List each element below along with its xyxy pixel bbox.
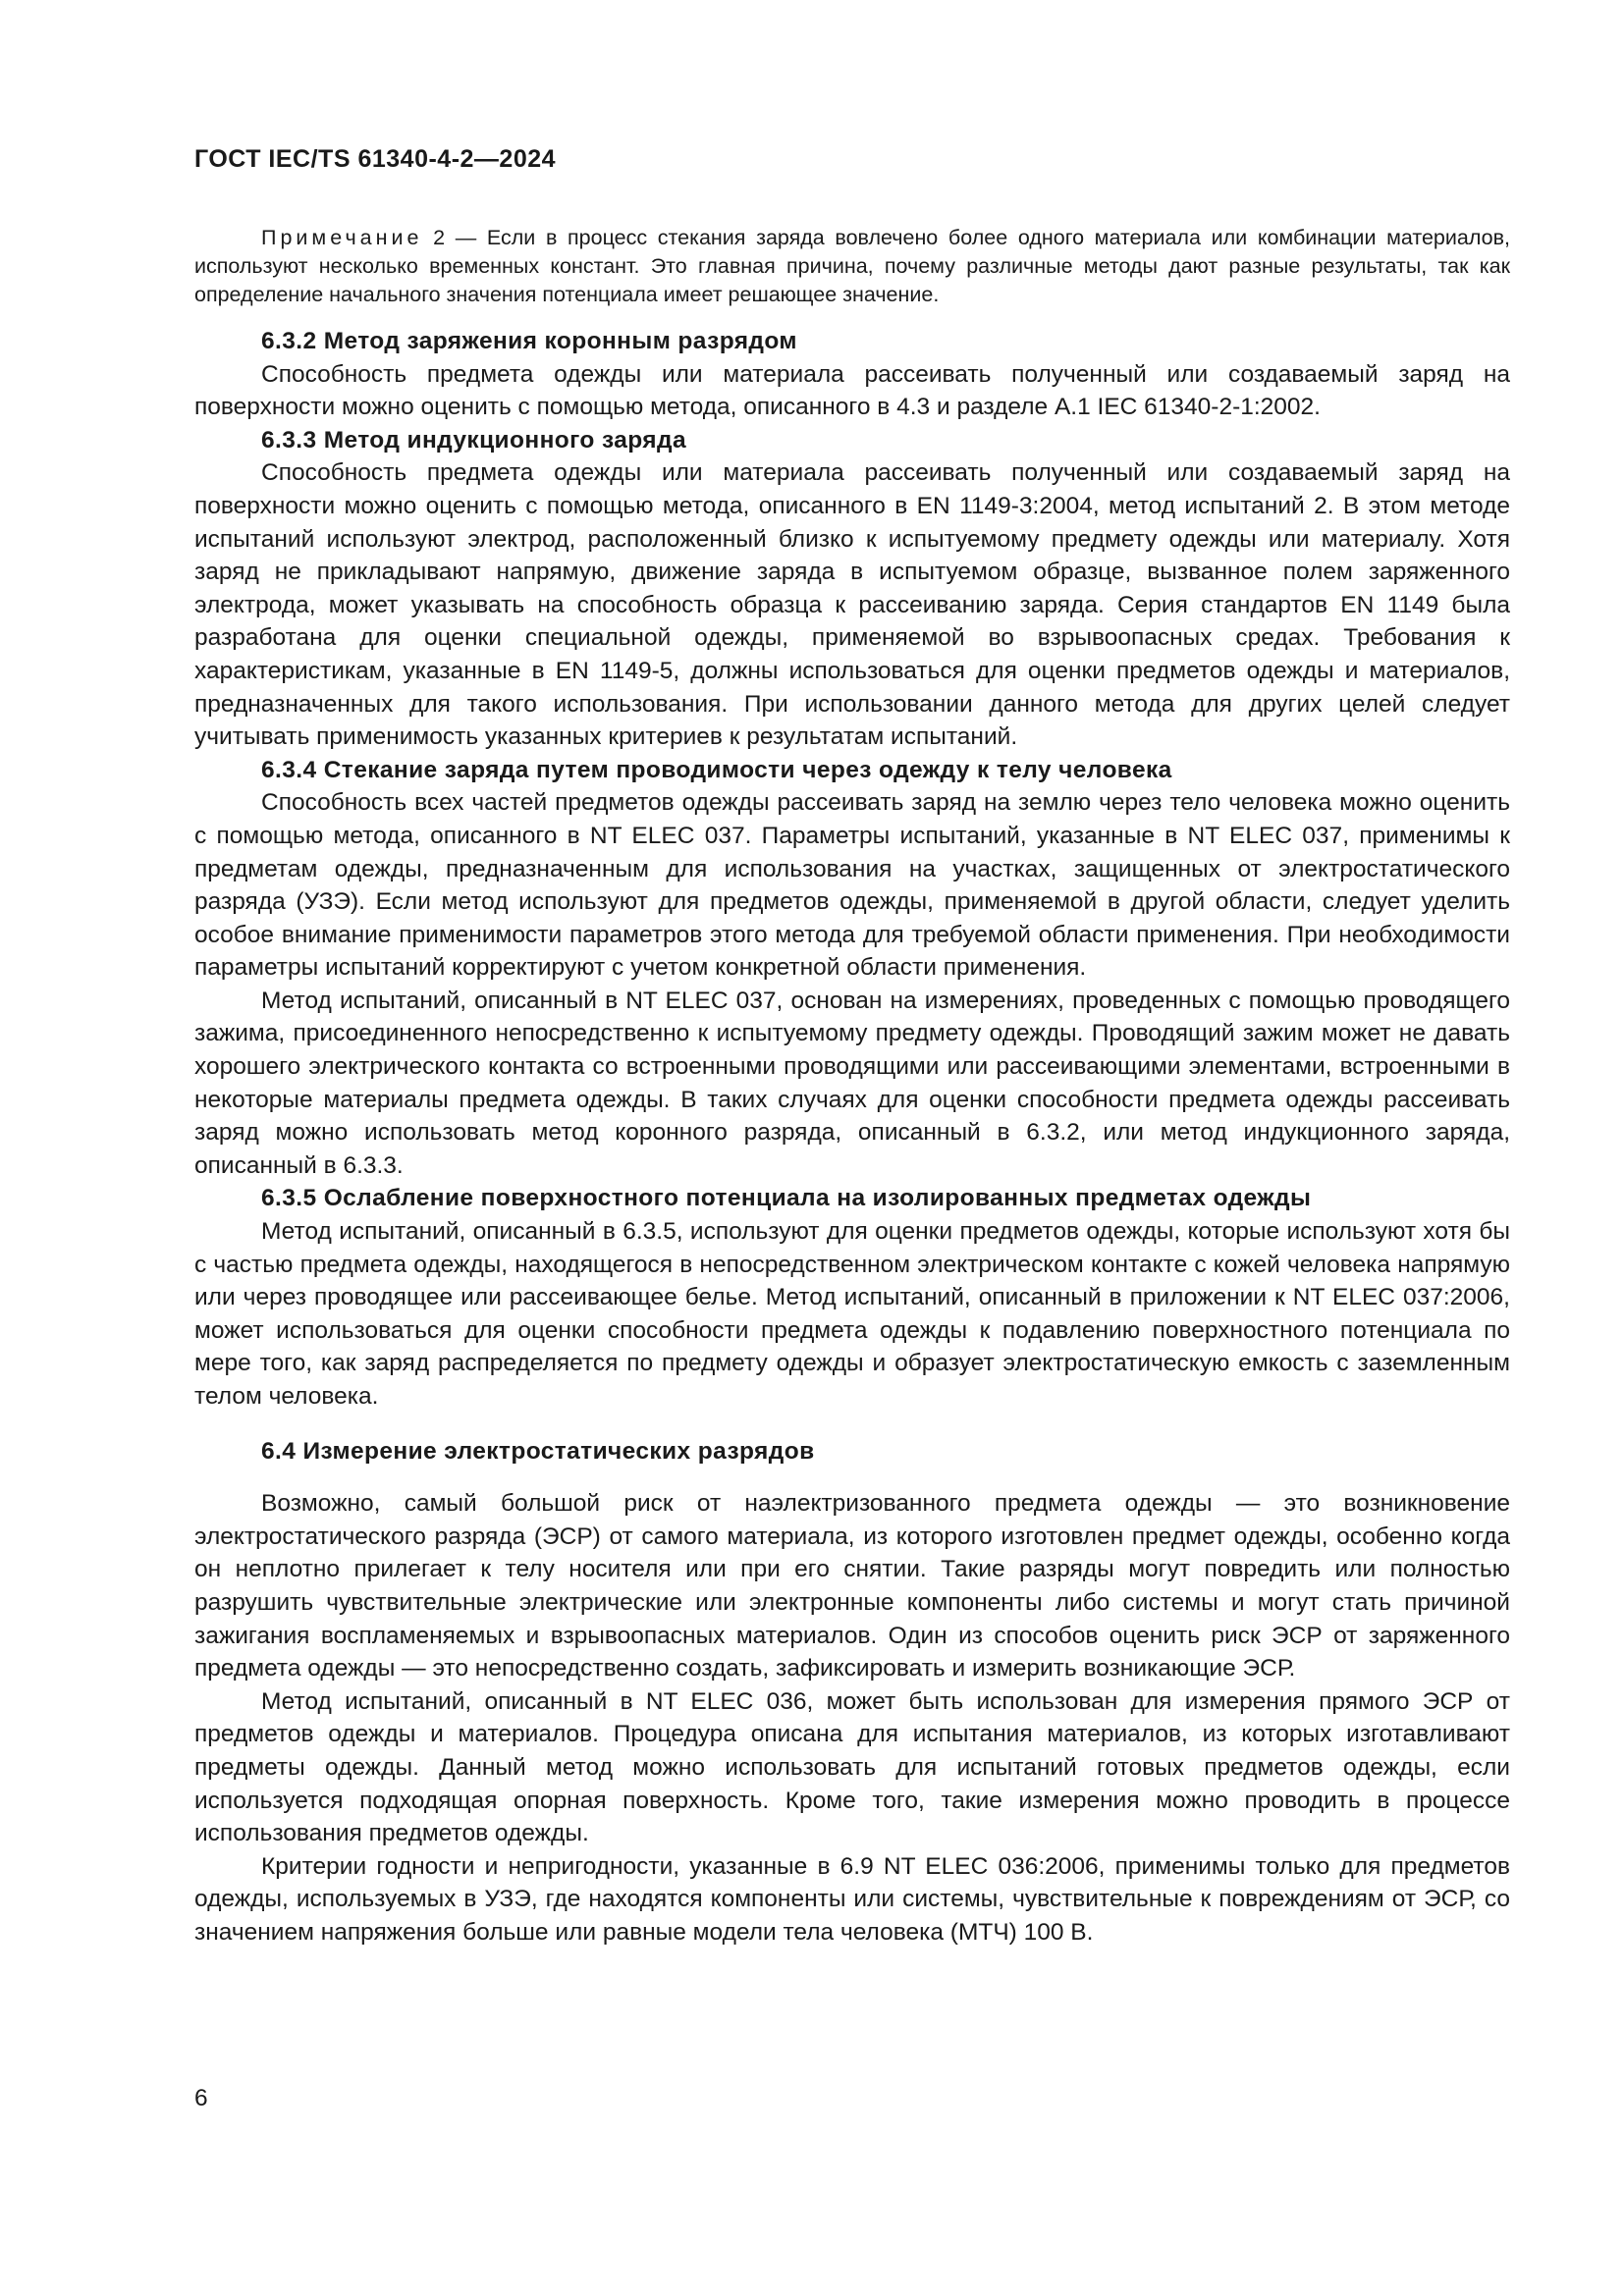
section-6-3-2-paragraph: Способность предмета одежды или материала рассеивать полученный или создаваемый заряд на поверхности можно оценить с помощью метода, описанного в 4.3 и разделе А.1 IEC 61340-2-1:2002. xyxy=(194,360,1510,421)
note-text: 2 — Если в процесс стекания заряда вовлечено более одного материала или комбинации материалов, используют несколько временных констант. Это главная причина, почему различные методы дают разные результаты, так как определение начального значения потенциала имеет решающее значение. xyxy=(194,226,1510,306)
document-body xyxy=(194,224,1510,1949)
note-label: Примечание xyxy=(261,226,423,249)
section-6-4-paragraph-1: Возможно, самый большой риск от наэлектризованного предмета одежды — это возникновение электростатического разряда (ЭСР) от самого материала, из которого изготовлен предмет одежды, особенно когда он неплотно прилегает к телу носителя или при его снятии. Такие разряды могут повредить или полностью разрушить чувствительные электрические или электронные компоненты либо системы и могут стать причиной зажигания воспламеняемых и взрывоопасных материалов. Один из способов оценить риск ЭСР от заряженного предмета одежды — это непосредственно создать, зафиксировать и измерить возникающие ЭСР. xyxy=(194,1490,1510,1682)
section-6-3-3-heading: 6.3.3 Метод индукционного заряда xyxy=(261,426,686,454)
section-6-4-paragraph-3: Критерии годности и непригодности, указанные в 6.9 NT ELEC 036:2006, применимы только для предметов одежды, используемых в УЗЭ, где находятся компоненты или системы, чувствительные к повреждениям от ЭСР, со значением напряжения больше или равные модели тела человека (МТЧ) 100 В. xyxy=(194,1852,1510,1946)
section-6-4-heading: 6.4 Измерение электростатических разрядов xyxy=(261,1437,815,1465)
section-6-3-4-paragraph-2: Метод испытаний, описанный в NT ELEC 037, основан на измерениях, проведенных с помощью проводящего зажима, присоединенного непосредственно к испытуемому предмету одежды. Проводящий зажим может не давать хорошего электрического контакта со встроенными проводящими или рассеивающими элементами, встроенными в некоторые материалы предмета одежды. В таких случаях для оценки способности предмета одежды рассеивать заряд можно использовать метод коронного разряда, описанный в 6.3.2, или метод индукционного заряда, описанный в 6.3.3. xyxy=(194,987,1510,1179)
section-6-3-5-heading: 6.3.5 Ослабление поверхностного потенциала на изолированных предметах одежды xyxy=(261,1185,1312,1212)
section-6-3-4-heading: 6.3.4 Стекание заряда путем проводимости через одежду к телу человека xyxy=(261,756,1172,783)
section-6-3-5-paragraph: Метод испытаний, описанный в 6.3.5, используют для оценки предметов одежды, которые используют хотя бы с частью предмета одежды, находящегося в непосредственном электрическом контакте с кожей человека напрямую или через проводящее или рассеивающее белье. Метод испытаний, описанный в приложении к NT ELEC 037:2006, может использоваться для оценки способности предмета одежды к подавлению поверхностного потенциала по мере того, как заряд распределяется по предмету одежды и образует электростатическую емкость с заземленным телом человека. xyxy=(194,1218,1510,1410)
section-6-3-2-heading: 6.3.2 Метод заряжения коронным разрядом xyxy=(261,328,797,354)
page-number: 6 xyxy=(194,2085,208,2111)
document-header: ГОСТ IEC/TS 61340-4-2—2024 xyxy=(194,145,557,173)
section-6-4-paragraph-2: Метод испытаний, описанный в NT ELEC 036, может быть использован для измерения прямого ЭСР от предметов одежды и материалов. Процедура описана для испытания материалов, из которых изготавливают предметы одежды. Данный метод можно использовать для испытаний готовых предметов одежды, если используется подходящая опорная поверхность. Кроме того, такие измерения можно проводить в процессе использования предметов одежды. xyxy=(194,1687,1510,1847)
note-paragraph xyxy=(194,224,1510,309)
section-6-3-4-paragraph-1: Способность всех частей предметов одежды рассеивать заряд на землю через тело человека можно оценить с помощью метода, описанного в NT ELEC 037. Параметры испытаний, указанные в NT ELEC 037, применимы к предметам одежды, предназначенным для использования на участках, защищенных от электростатического разряда (УЗЭ). Если метод используют для предметов одежды, применяемой в другой области, следует уделить особое внимание применимости параметров этого метода для требуемой области применения. При необходимости параметры испытаний корректируют с учетом конкретной области применения. xyxy=(194,789,1510,982)
section-6-3-3-paragraph: Способность предмета одежды или материала рассеивать полученный или создаваемый заряд на поверхности можно оценить с помощью метода, описанного в EN 1149-3:2004, метод испытаний 2. В этом методе испытаний используют электрод, расположенный близко к испытуемому предмету одежды или материалу. Хотя заряд не прикладывают напрямую, движение заряда в испытуемом образце, вызванное полем заряженного электрода, может указывать на способность образца к рассеиванию заряда. Серия стандартов EN 1149 была разработана для оценки специальной одежды, применяемой во взрывоопасных средах. Требования к характеристикам, указанные в EN 1149-5, должны использоваться для оценки предметов одежды и материалов, предназначенных для такого использования. При использовании данного метода для других целей следует учитывать применимость указанных критериев к результатам испытаний. xyxy=(194,459,1510,751)
